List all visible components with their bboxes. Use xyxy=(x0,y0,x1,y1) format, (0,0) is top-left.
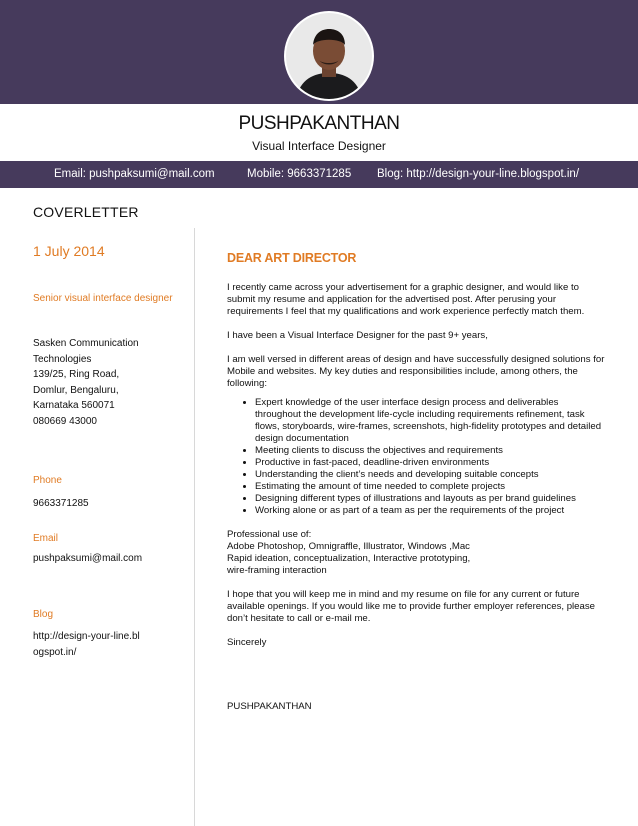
professional-use-line: Professional use of: xyxy=(227,529,312,540)
professional-use-line: wire-framing interaction xyxy=(227,565,327,576)
phone-label: Phone xyxy=(33,475,62,486)
contact-email: Email: pushpaksumi@mail.com xyxy=(54,168,215,180)
email-label: Email xyxy=(33,533,59,544)
professional-use xyxy=(227,529,605,577)
address-line: Technologies xyxy=(33,353,92,365)
phone-value: 9663371285 xyxy=(33,498,89,509)
profile-photo xyxy=(286,13,372,99)
letter-paragraph: I have been a Visual Interface Designer for the past 9+ years, xyxy=(227,330,488,341)
sidebar-role: Senior visual interface designer xyxy=(33,293,173,304)
contact-bar xyxy=(0,161,638,188)
professional-use-line: Adobe Photoshop, Omnigraffle, Illustrator, Windows ,Mac xyxy=(227,541,470,552)
contact-mobile: Mobile: 9663371285 xyxy=(247,168,352,180)
letter-signature: PUSHPAKANTHAN xyxy=(227,701,312,712)
letter-greeting: DEAR ART DIRECTOR xyxy=(227,251,357,265)
letter-paragraph: I hope that you will keep me in mind and my resume on file for any current or future available openings. If you would like me to provide further employer references, please don’t hesitate to call or e-mail me. xyxy=(227,589,595,624)
sidebar-address xyxy=(33,336,173,429)
list-item: • Productive in fast-paced, deadline-driven environments xyxy=(255,457,605,469)
candidate-role: Visual Interface Designer xyxy=(252,139,386,153)
list-item: • Expert knowledge of the user interface design process and deliverables throughout the development life-cycle including requirements refinement, task flows, storyboards, wire-frames, screenshots, high-fidelity prototypes and detailed design documentation xyxy=(255,397,605,445)
address-line: 139/25, Ring Road, xyxy=(33,369,120,380)
list-item: • Estimating the amount of time needed to complete projects xyxy=(255,481,605,493)
letter-closing: Sincerely xyxy=(227,637,267,648)
list-item: • Understanding the client’s needs and developing suitable concepts xyxy=(255,469,605,481)
list-item: • Working alone or as part of a team as per the requirements of the project xyxy=(255,505,605,517)
address-line: Karnataka 560071 xyxy=(33,400,115,411)
email-value[interactable]: pushpaksumi@mail.com xyxy=(33,553,143,564)
document-title: COVERLETTER xyxy=(33,204,139,220)
blog-value[interactable]: http://design-your-line.blogspot.in/ xyxy=(33,631,140,658)
professional-use-line: Rapid ideation, conceptualization, Interactive prototyping, xyxy=(227,553,471,564)
address-line: Domlur, Bengaluru, xyxy=(33,384,119,396)
blog-label: Blog xyxy=(33,609,54,620)
address-line: 080669 43000 xyxy=(33,415,97,427)
letter-paragraph: I recently came across your advertisement for a graphic designer, and would like to submit my resume and application for the advertised post. After perusing your requirements I feel that my qualifications and work experience perfectly match them. xyxy=(227,282,585,317)
avatar-illustration xyxy=(286,13,372,99)
contact-blog: Blog: http://design-your-line.blogspot.in/ xyxy=(377,168,580,180)
column-divider xyxy=(194,228,195,826)
letter-body xyxy=(227,252,605,725)
candidate-name: PUSHPAKANTHAN xyxy=(238,113,400,134)
list-item: • Designing different types of illustrations and layouts as per brand guidelines xyxy=(255,493,605,505)
letter-paragraph: I am well versed in different areas of design and have successfully designed solutions for Mobile and websites. My key duties and responsibilities include, among others, the following: xyxy=(227,354,605,389)
address-line: Sasken Communication xyxy=(33,338,139,349)
list-item: • Meeting clients to discuss the objectives and requirements xyxy=(255,445,605,457)
letter-date: 1 July 2014 xyxy=(33,243,105,259)
duties-list xyxy=(227,397,605,517)
